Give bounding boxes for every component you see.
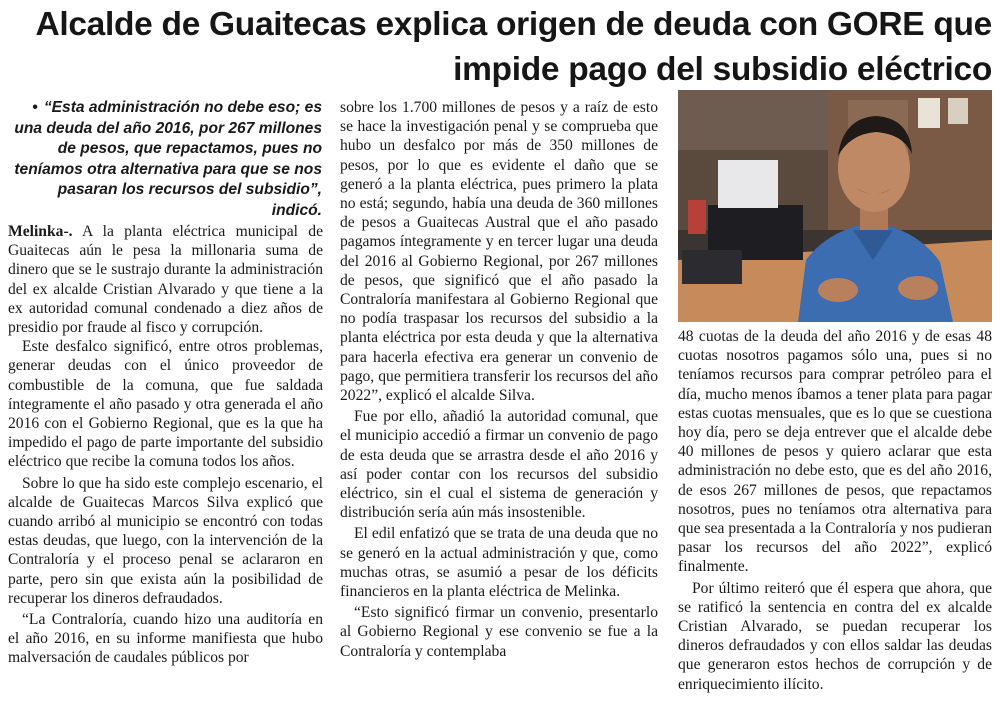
paragraph: “Esto significó firmar un convenio, presentarlo al Gobierno Regional y ese convenio se fue a la Contraloría y contemplaba	[340, 604, 658, 660]
paragraph: 48 cuotas de la deuda del año 2016 y de esas 48 cuotas nosotros pagamos sólo una, pues si no teníamos recursos para comprar petróleo para el día, mucho menos íbamos a tener plata para pagar estas cuotas mensuales, que es lo que se cuestiona hoy día, pero se deja entrever que el alcalde debe 40 millones de pesos y quiero aclarar que esta administración no debe esto, que es del año 2016, de esos 267 millones de pesos, que repactamos nosotros, pues no teníamos otra alternativa para que sea presentada a la Contraloría y nos pudieran pasar los recursos del año 2022”, explicó finalmente.	[678, 328, 992, 576]
paragraph: Sobre lo que ha sido este complejo escenario, el alcalde de Guaitecas Marcos Silva explicó que cuando arribó al municipio se encontró con todas estas deudas, que luego, con la intervención de la Contraloría y el proceso penal se aclararon en parte, pero sin que exista aún la posibilidad de recuperar los dineros defraudados.	[8, 474, 323, 607]
bullet-icon: •	[32, 99, 38, 116]
paragraph: Este desfalco significó, entre otros problemas, generar deudas con el único proveedor de combustible de la comuna, que fue saldada íntegramente el año pasado y otra generada el año 2016 con el Gobierno Regional, que es la que ha impedido el pago de parte importante del subsidio eléctrico que recibe la comuna todos los años.	[8, 338, 323, 471]
article-column-3	[678, 327, 992, 714]
paragraph: El edil enfatizó que se trata de una deuda que no se generó en la actual administración y que, como muchas otras, se asumió a pesar de los déficits financieros en la planta eléctrica de Melinka.	[340, 525, 658, 601]
article-column-1	[8, 222, 323, 714]
portrait-photo-icon	[678, 90, 992, 322]
pull-quote-text: “Esta administración no debe eso; es una deuda del año 2016, por 267 millones de pesos, que repactamos, pues no teníamos otra alternativa para que se nos pasaran los recursos del subsidio”, indicó.	[14, 99, 322, 219]
headline-line-1: Alcalde de Guaitecas explica origen de deuda con GORE que	[35, 6, 992, 43]
article-column-2	[340, 98, 658, 714]
paragraph: sobre los 1.700 millones de pesos y a raíz de esto se hace la investigación penal y se comprueba que hubo un desfalco por más de 350 millones de pesos, por lo que es evidente el daño que se generó a la planta eléctrica, pues primero la plata no está; segundo, había una deuda de 360 millones de pesos a Guaitecas Austral que el año pasado pagamos íntegramente y en tercer lugar una deuda del 2016 al Gobierno Regional, por 267 millones de pesos, que significó que el año pasado la Contraloría manifestara al Gobierno Regional que no podía traspasar los recursos del subsidio a la planta eléctrica por esta deuda y que la alternativa para hacerla efectiva era generar un convenio de pago, que permitiera transferir los recursos del año 2022”, explicó el alcalde Silva.	[340, 99, 658, 405]
headline-line-2: impide pago del subsidio eléctrico	[453, 51, 992, 88]
pull-quote	[8, 98, 322, 220]
paragraph	[8, 222, 323, 337]
paragraph-text: A la planta eléctrica municipal de Guaitecas aún le pesa la millonaria suma de dinero que se le sustrajo durante la administración del ex alcalde Cristian Alvarado y que tiene a la ex autoridad comunal condenado a diez años de presidio por fraude al fisco y corrupción.	[8, 223, 323, 337]
paragraph: Fue por ello, añadió la autoridad comunal, que el municipio accedió a firmar un convenio de pago de esta deuda que se arrastra desde el año 2016 y así poder contar con los recursos del subsidio eléctrico, sin el cual el sistema de generación y distribución sería aún más insostenible.	[340, 408, 658, 522]
dateline: Melinka-.	[8, 223, 73, 240]
headline	[8, 2, 992, 94]
mayor-portrait-photo	[678, 90, 992, 322]
paragraph: “La Contraloría, cuando hizo una auditoría en el año 2016, en su informe manifiesta que hubo malversación de caudales públicos por	[8, 611, 323, 667]
paragraph: Por último reiteró que él espera que ahora, que se ratificó la sentencia en contra del ex alcalde Cristian Alvarado, se puedan recuperar los dineros defraudados y con ellos saldar las deudas que generaron estos hechos de corrupción y de enriquecimiento ilícito.	[678, 579, 992, 693]
